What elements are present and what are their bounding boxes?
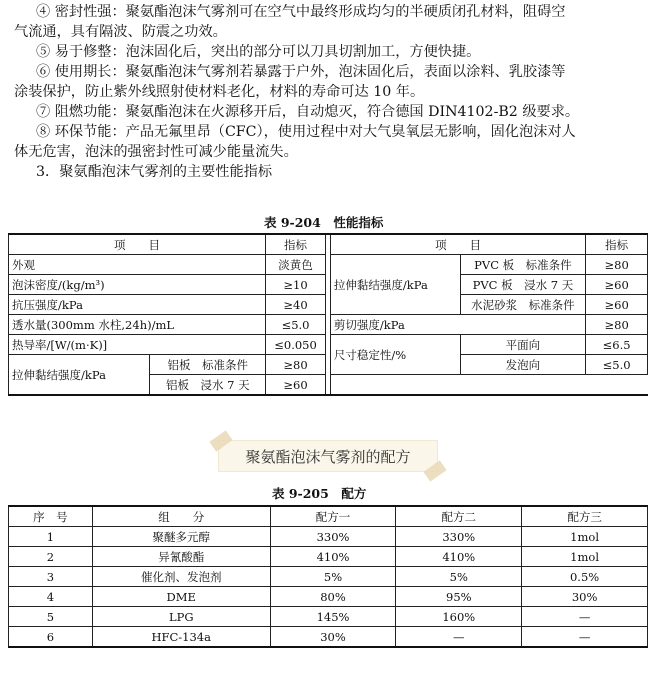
table-row — [9, 547, 648, 567]
table-cell: 催化剂、发泡剂 — [92, 567, 270, 587]
table-divider — [325, 275, 330, 295]
dimensional-sub-1: 平面向 — [460, 335, 586, 355]
table-cell: 0.5% — [522, 567, 648, 587]
right-bond-val-3: ≥60 — [586, 295, 648, 315]
thermal-label: 热导率/[W/(m·K)] — [9, 335, 266, 355]
column-header: 配方二 — [396, 506, 522, 527]
table-cell: 80% — [270, 587, 396, 607]
paragraph-4-line-1: ④ 密封性强：聚氨酯泡沫气雾剂可在空气中最终形成均匀的半硬质闭孔材料，阻碍空 — [36, 4, 566, 20]
table-cell: 1 — [9, 527, 93, 547]
appearance-value: 淡黄色 — [266, 255, 326, 275]
tape-decoration — [423, 460, 446, 481]
table-cell: 5 — [9, 607, 93, 627]
dimensional-val-1: ≤6.5 — [586, 335, 648, 355]
empty-cell — [330, 375, 647, 396]
table-cell: — — [522, 627, 648, 648]
table-cell: 95% — [396, 587, 522, 607]
formula-table — [8, 505, 648, 648]
table-row — [9, 295, 648, 315]
header-item-left: 项 目 — [9, 234, 266, 255]
paragraph-6-line-1: ⑥ 使用期长：聚氨酯泡沫气雾剂若暴露于户外，泡沫固化后，表面以涂料、乳胶漆等 — [36, 64, 566, 80]
performance-table — [8, 233, 648, 396]
table-row — [9, 527, 648, 547]
right-bond-sub-3: 水泥砂浆 标准条件 — [460, 295, 586, 315]
appearance-label: 外观 — [9, 255, 266, 275]
header-item-right: 项 目 — [330, 234, 585, 255]
right-bond-sub-2: PVC 板 浸水 7 天 — [460, 275, 586, 295]
table-cell: 聚醚多元醇 — [92, 527, 270, 547]
left-bond-sub-1: 铝板 标准条件 — [150, 355, 266, 375]
table-divider — [325, 295, 330, 315]
table-cell: 6 — [9, 627, 93, 648]
shear-value: ≥80 — [586, 315, 648, 335]
table-cell: — — [396, 627, 522, 648]
table-cell: 160% — [396, 607, 522, 627]
table-cell: — — [522, 607, 648, 627]
table-row — [9, 255, 648, 275]
column-header: 配方一 — [270, 506, 396, 527]
left-bond-sub-2: 铝板 浸水 7 天 — [150, 375, 266, 396]
table-cell: 410% — [396, 547, 522, 567]
right-bond-val-2: ≥60 — [586, 275, 648, 295]
banner-title: 聚氨酯泡沫气雾剂的配方 — [245, 447, 411, 466]
table-9-204-caption: 表 9-204 性能指标 — [264, 215, 384, 230]
table-cell: 5% — [396, 567, 522, 587]
paragraph-8-line-1: ⑧ 环保节能：产品无氟里昂（CFC），使用过程中对大气臭氧层无影响，固化泡沫对人 — [36, 124, 576, 140]
water-label: 透水量(300mm 水柱,24h)/mL — [9, 315, 266, 335]
water-value: ≤5.0 — [266, 315, 326, 335]
column-header: 组 分 — [92, 506, 270, 527]
table-divider — [325, 355, 330, 375]
table-cell: 3 — [9, 567, 93, 587]
paragraph-7: ⑦ 阻燃功能：聚氨酯泡沫在火源移开后，自动熄灭，符合德国 DIN4102-B2 级要求。 — [36, 104, 580, 120]
table-cell: DME — [92, 587, 270, 607]
left-bond-val-1: ≥80 — [266, 355, 326, 375]
table-cell: HFC-134a — [92, 627, 270, 648]
table-row — [9, 607, 648, 627]
table-cell: 异氰酸酯 — [92, 547, 270, 567]
right-bond-sub-1: PVC 板 标准条件 — [460, 255, 586, 275]
left-bond-label: 拉伸黏结强度/kPa — [9, 355, 150, 396]
paragraph-5: ⑤ 易于修整：泡沫固化后，突出的部分可以刀具切割加工，方便快捷。 — [36, 44, 481, 60]
table-cell: 4 — [9, 587, 93, 607]
formula-banner — [218, 440, 438, 472]
paragraph-4-line-2: 气流通，具有隔波、防震之功效。 — [14, 24, 227, 40]
table-row — [9, 567, 648, 587]
compressive-value: ≥40 — [266, 295, 326, 315]
table-cell: 1mol — [522, 547, 648, 567]
header-index-left: 指标 — [266, 234, 326, 255]
tape-decoration — [209, 430, 232, 451]
table-cell: 30% — [522, 587, 648, 607]
table-cell: 2 — [9, 547, 93, 567]
table-cell: 330% — [270, 527, 396, 547]
density-label: 泡沫密度/(kg/m³) — [9, 275, 266, 295]
dimensional-sub-2: 发泡向 — [460, 355, 586, 375]
table-header-row — [9, 506, 648, 527]
thermal-value: ≤0.050 — [266, 335, 326, 355]
column-header: 序 号 — [9, 506, 93, 527]
table-cell: 145% — [270, 607, 396, 627]
table-row — [9, 587, 648, 607]
density-value: ≥10 — [266, 275, 326, 295]
table-row — [9, 627, 648, 648]
table-cell: LPG — [92, 607, 270, 627]
right-bond-val-1: ≥80 — [586, 255, 648, 275]
table-cell: 410% — [270, 547, 396, 567]
section-heading-3: 3．聚氨酯泡沫气雾剂的主要性能指标 — [36, 164, 273, 180]
shear-label: 剪切强度/kPa — [330, 315, 585, 335]
right-bond-label: 拉伸黏结强度/kPa — [330, 255, 460, 315]
table-cell: 1mol — [522, 527, 648, 547]
header-index-right: 指标 — [586, 234, 648, 255]
left-bond-val-2: ≥60 — [266, 375, 326, 396]
dimensional-val-2: ≤5.0 — [586, 355, 648, 375]
table-row — [9, 234, 648, 255]
paragraph-8-line-2: 体无危害，泡沫的强密封性可减少能量流失。 — [14, 144, 298, 160]
table-row — [9, 315, 648, 335]
compressive-label: 抗压强度/kPa — [9, 295, 266, 315]
column-header: 配方三 — [522, 506, 648, 527]
table-cell: 30% — [270, 627, 396, 648]
table-row — [9, 275, 648, 295]
dimensional-label: 尺寸稳定性/% — [330, 335, 460, 375]
table-cell: 330% — [396, 527, 522, 547]
table-9-205-caption: 表 9-205 配方 — [272, 486, 367, 501]
table-row — [9, 355, 648, 375]
table-cell: 5% — [270, 567, 396, 587]
table-row — [9, 335, 648, 355]
paragraph-6-line-2: 涂装保护，防止紫外线照射使材料老化，材料的寿命可达 10 年。 — [14, 84, 425, 100]
